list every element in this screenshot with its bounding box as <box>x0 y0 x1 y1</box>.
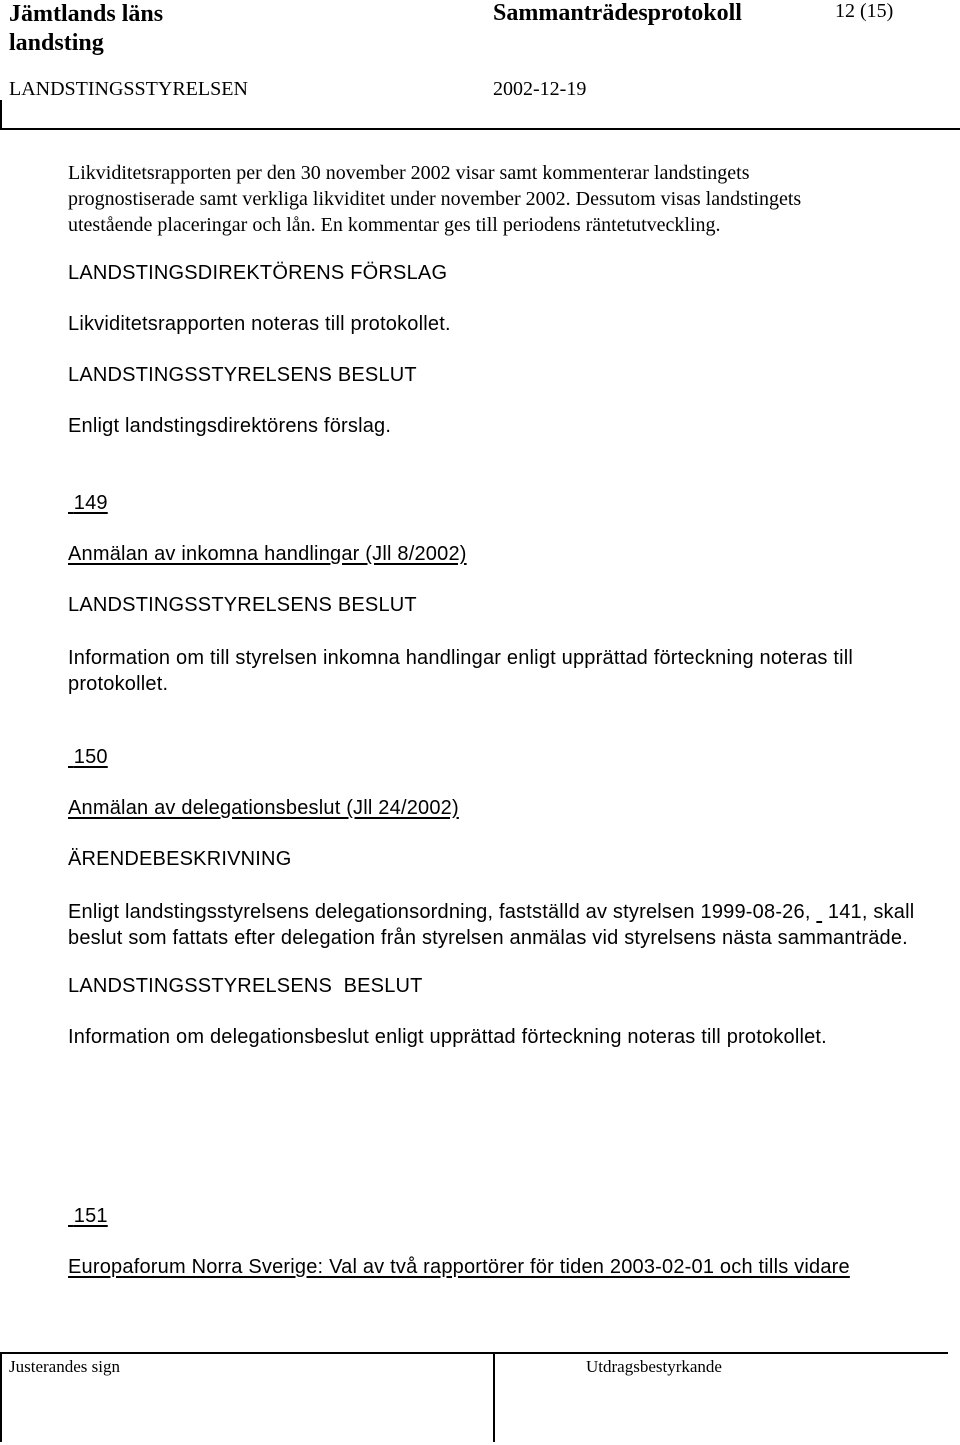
text-line: prognostiserade samt verkliga likviditet under november 2002. Dessutom visas landstingets <box>68 188 802 210</box>
footer-rule-middle <box>493 1352 495 1442</box>
text-segment: 141, skall <box>827 901 915 923</box>
proposal-heading: LANDSTINGSDIREKTÖRENS FÖRSLAG <box>68 262 448 284</box>
section-151-title: Europaforum Norra Sverige: Val av två rapportörer för tiden 2003-02-01 och tills vidare <box>68 1256 850 1278</box>
text-line: Likviditetsrapporten per den 30 november 2002 visar samt kommenterar landstingets <box>68 162 750 184</box>
text-line: Information om till styrelsen inkomna handlingar enligt upprättad förteckning noteras till <box>68 647 854 669</box>
decision-text: Enligt landstingsdirektörens förslag. <box>68 415 392 437</box>
paragraph-number: 149 <box>73 492 108 514</box>
section-150-title: Anmälan av delegationsbeslut (Jll 24/2002) <box>68 797 459 819</box>
decision-heading: LANDSTINGSSTYRELSENS BESLUT <box>68 975 423 997</box>
liquidity-report-text <box>68 160 928 238</box>
board-name: LANDSTINGSSTYRELSEN <box>9 78 248 100</box>
text-line <box>68 899 928 925</box>
text-line: protokollet. <box>68 673 169 695</box>
meeting-date: 2002-12-19 <box>493 78 587 100</box>
paragraph-number: 151 <box>73 1205 108 1227</box>
footer-justerandes-sign: Justerandes sign <box>9 1357 120 1376</box>
section-sign <box>816 901 822 923</box>
decision-heading: LANDSTINGSSTYRELSENS BESLUT <box>68 364 417 386</box>
organization-line-2: landsting <box>9 30 104 56</box>
description-text <box>68 899 928 951</box>
decision-heading: LANDSTINGSSTYRELSENS BESLUT <box>68 594 417 616</box>
organization-line-1: Jämtlands läns <box>9 1 164 27</box>
description-heading: ÄRENDEBESKRIVNING <box>68 848 292 870</box>
document-title: Sammanträdesprotokoll <box>493 0 742 26</box>
paragraph-149 <box>68 492 108 515</box>
header-rule-vertical <box>0 100 2 130</box>
header-rule <box>0 128 960 130</box>
footer-rule <box>0 1352 948 1354</box>
text-line: beslut som fattats efter delegation från styrelsen anmälas vid styrelsens nästa sammanträde. <box>68 927 908 949</box>
text-line: utestående placeringar och lån. En kommentar ges till periodens räntetutveckling. <box>68 214 721 236</box>
footer-rule-left <box>0 1352 2 1442</box>
page-number: 12 (15) <box>835 0 894 22</box>
organization-name <box>9 0 163 58</box>
decision-text <box>68 645 928 697</box>
paragraph-number: 150 <box>73 746 108 768</box>
section-149-title: Anmälan av inkomna handlingar (Jll 8/2002) <box>68 543 467 565</box>
text-segment: Enligt landstingsstyrelsens delegationsordning, fastställd av styrelsen 1999-08-26, <box>68 901 811 923</box>
footer-utdragsbestyrkande: Utdragsbestyrkande <box>586 1357 722 1376</box>
decision-text: Information om delegationsbeslut enligt upprättad förteckning noteras till protokollet. <box>68 1026 827 1048</box>
proposal-text: Likviditetsrapporten noteras till protokollet. <box>68 313 451 335</box>
paragraph-151 <box>68 1205 108 1228</box>
paragraph-150 <box>68 746 108 769</box>
